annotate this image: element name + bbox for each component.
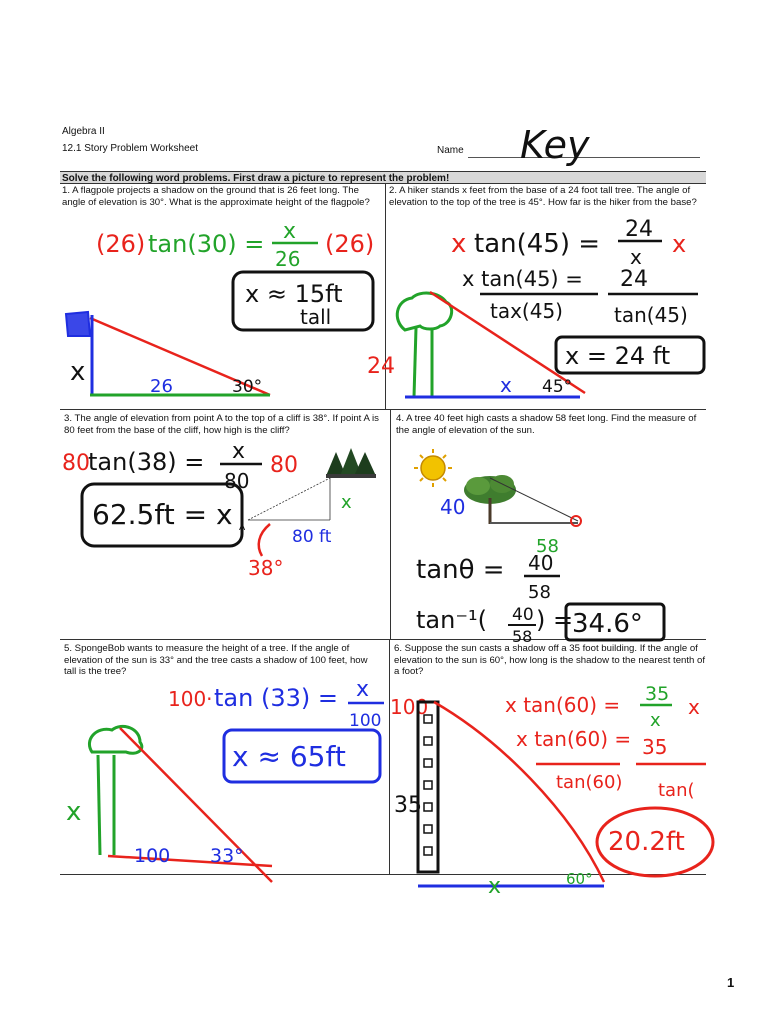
p6-eq2-right: 35 [642, 735, 668, 759]
p6-eq1-left: x tan(60) = [505, 693, 621, 717]
p4-eq2-right: ) = [536, 606, 574, 634]
p2-eq-den: x [630, 245, 642, 269]
p2-eq-tan: tan(45) = [474, 229, 601, 259]
p1-side-label: x [70, 357, 86, 387]
problem-4-work [414, 449, 664, 646]
problem-3-work [62, 439, 376, 580]
p2-eq2-den-right: tan(45) [614, 303, 688, 327]
p5-side-label: x [66, 797, 82, 827]
p2-eq2-left: x tan(45) = [462, 267, 583, 291]
name-value: Key [520, 123, 590, 167]
tree-icon [89, 726, 141, 753]
p6-eq1-den: x [650, 710, 661, 731]
p3-side-label: x [341, 492, 352, 513]
p1-answer-unit: tall [300, 305, 332, 329]
p4-eq2-den: 58 [512, 627, 533, 646]
tree-icon [464, 475, 516, 524]
p2-answer: x = 24 ft [565, 342, 671, 370]
problem-2-text: 2. A hiker stands x feet from the base of a 24 foot tall tree. The angle of elevation to the top of the tree is 45°. How far is the hiker from the base? [389, 185, 697, 208]
problem-5-work [66, 677, 428, 882]
p3-eq-num: x [232, 439, 246, 464]
p3-answer: 62.5ft = x [92, 498, 233, 531]
p5-eq-left: 100· [168, 687, 213, 711]
p2-base-label: x [500, 373, 512, 397]
p6-eq1-right: x [688, 695, 700, 719]
problem-3-text: 3. The angle of elevation from point A to the top of a cliff is 38°. If point A is 80 feet from the base of the cliff, how high is the cliff? [64, 413, 379, 436]
tree-icon [397, 293, 451, 330]
p3-angle-label: 38° [248, 556, 284, 580]
problem-4-text: 4. A tree 40 feet high casts a shadow 58 feet long. Find the measure of the angle of elevation of the sun. [396, 413, 697, 436]
worksheet-title: 12.1 Story Problem Worksheet [62, 143, 198, 154]
sun-icon [414, 449, 452, 487]
p4-eq2-left: tan⁻¹( [416, 606, 487, 634]
p5-base-label: 100 [134, 845, 171, 867]
p5-angle-label: 33° [210, 845, 244, 867]
p6-answer: 20.2ft [608, 827, 685, 857]
p6-eq2-left: x tan(60) = [516, 727, 632, 751]
p3-point-label: A [239, 523, 246, 533]
problem-1-text: 1. A flagpole projects a shadow on the ground that is 26 feet long. The angle of elevation is 30°. What is the approximate height of the flagpole? [62, 185, 370, 208]
problem-6-text: 6. Suppose the sun casts a shadow off a 35 foot building. If the angle of elevation to the sun is 60°, how long is the shadow to the nearest tenth of a foot? [394, 643, 706, 677]
p2-eq2-den-left: tax(45) [490, 299, 563, 323]
p3-eq-tan: tan(38) = [88, 448, 205, 476]
p2-side-label: 24 [367, 354, 395, 379]
p1-eq-num: x [283, 219, 297, 244]
p1-eq-left: (26) [96, 230, 146, 258]
p2-eq-right: x [672, 230, 687, 258]
problem-1-work [66, 219, 374, 397]
p3-eq-left: 80 [62, 451, 90, 476]
p1-answer: x ≈ 15ft [245, 280, 343, 308]
p5-eq-num: x [356, 677, 370, 702]
p5-answer: x ≈ 65ft [232, 740, 346, 773]
p5-eq-tan: tan (33) = [214, 684, 338, 712]
p1-eq-den: 26 [275, 247, 301, 271]
p2-eq-num: 24 [625, 217, 653, 242]
p4-eq1-left: tanθ = [416, 555, 505, 585]
course-label: Algebra II [62, 126, 105, 137]
p1-base-label: 26 [150, 376, 173, 397]
p3-base-label: 80 ft [292, 527, 332, 547]
p6-angle-label: 60° [566, 870, 593, 888]
building-icon [418, 702, 438, 872]
p6-eq2-den-right: tan( [658, 780, 695, 801]
p5-eq-den: 100 [349, 711, 382, 731]
p1-eq-right: (26) [325, 230, 375, 258]
cliff-trees-icon [326, 448, 376, 478]
problem-5-text: 5. SpongeBob wants to measure the height of a tree. If the angle of elevation of the sun is 33° and the tree casts a shadow of 100 feet, how tall is the tree? [64, 643, 368, 677]
p5-eq-right: 100 [390, 695, 429, 719]
p2-angle-label: 45° [542, 377, 573, 397]
p1-eq-tan: tan(30) = [148, 230, 265, 258]
problem-6-work [394, 683, 713, 899]
p4-shadow-label: 58 [536, 536, 559, 557]
problem-2-work [367, 217, 704, 397]
p6-eq1-num: 35 [645, 683, 670, 705]
p4-eq1-num: 40 [528, 551, 554, 575]
p4-eq1-den: 58 [528, 582, 551, 603]
p6-side-label: 35 [394, 793, 422, 818]
p2-eq-left: x [451, 229, 467, 259]
p2-eq2-right: 24 [620, 267, 648, 292]
p6-base-label: x [488, 874, 502, 899]
p3-eq-den: 80 [224, 469, 250, 493]
p6-eq2-den-left: tan(60) [556, 772, 623, 793]
p1-angle-label: 30° [232, 377, 263, 397]
p4-answer: 34.6° [572, 609, 643, 639]
page-number: 1 [727, 975, 735, 990]
flag-icon [66, 312, 90, 336]
p4-eq2-num: 40 [512, 605, 534, 625]
instructions-bar: Solve the following word problems. First draw a picture to represent the problem! [60, 171, 706, 184]
name-label: Name [437, 145, 464, 156]
p4-height-label: 40 [440, 495, 466, 519]
p3-eq-right: 80 [270, 453, 298, 478]
